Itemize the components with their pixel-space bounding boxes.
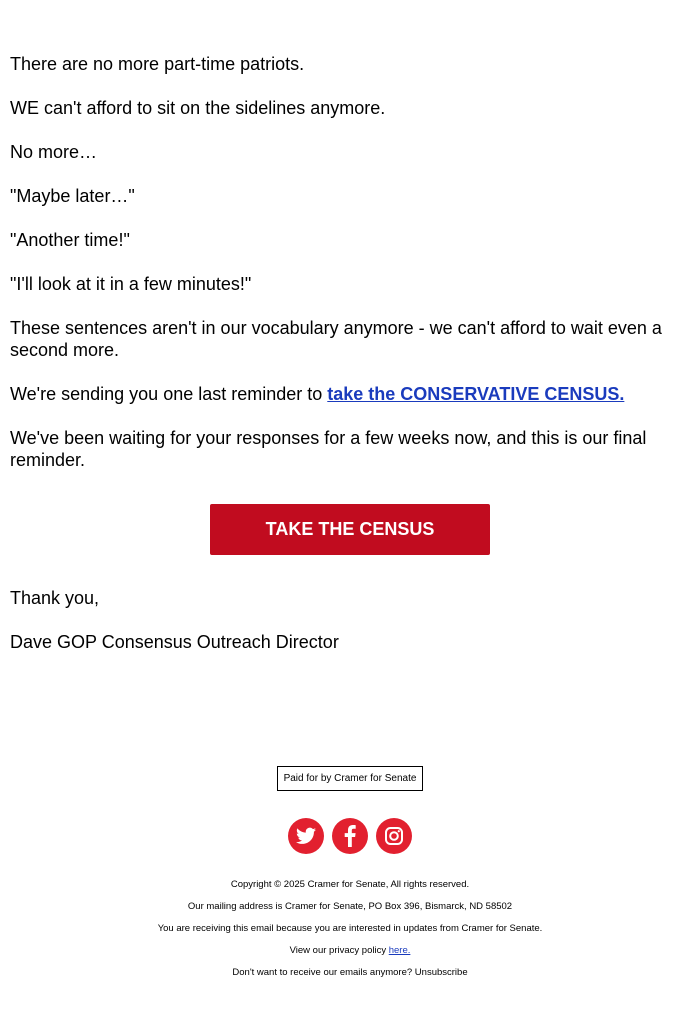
paragraph: There are no more part-time patriots. — [10, 54, 305, 74]
take-census-button[interactable]: TAKE THE CENSUS — [210, 504, 490, 555]
privacy-policy-link[interactable]: here. — [388, 945, 411, 956]
twitter-icon[interactable] — [288, 818, 324, 854]
email-body — [10, 53, 680, 493]
reminder-text: We're sending you one last reminder to — [10, 384, 328, 404]
paid-for-disclaimer: Paid for by Cramer for Senate — [277, 766, 423, 791]
email-footer — [0, 874, 700, 984]
facebook-f-glyph — [344, 825, 356, 847]
unsubscribe-text: Don't want to receive our emails anymore? — [232, 967, 415, 978]
social-links — [288, 818, 412, 854]
paragraph: WE can't afford to sit on the sidelines anymore. — [10, 98, 386, 118]
thanks-text: Thank you, — [10, 588, 100, 608]
copyright-text: Copyright © 2025 Cramer for Senate, All rights reserved. — [230, 879, 470, 890]
unsubscribe-line — [0, 962, 700, 984]
paragraph: "I'll look at it in a few minutes!" — [10, 274, 252, 294]
instagram-camera-glyph — [384, 826, 404, 846]
signature: Dave GOP Consensus Outreach Director — [10, 632, 339, 652]
unsubscribe-link[interactable]: Unsubscribe — [414, 967, 468, 978]
cta-container — [210, 504, 490, 555]
twitter-bird-glyph — [296, 827, 316, 845]
paragraph: "Another time!" — [10, 230, 130, 250]
paragraph: No more… — [10, 142, 98, 162]
instagram-icon[interactable] — [376, 818, 412, 854]
census-inline-link[interactable]: take the CONSERVATIVE CENSUS. — [327, 384, 625, 404]
facebook-icon[interactable] — [332, 818, 368, 854]
privacy-line — [0, 940, 700, 962]
paragraph: "Maybe later…" — [10, 186, 135, 206]
privacy-text: View our privacy policy — [289, 945, 389, 956]
receiving-reason: You are receiving this email because you are interested in updates from Cramer for Senate. — [157, 923, 543, 934]
mailing-address: Our mailing address is Cramer for Senate, PO Box 396, Bismarck, ND 58502 — [187, 901, 513, 912]
signoff — [10, 587, 680, 675]
paragraph: We've been waiting for your responses for a few weeks now, and this is our final reminder. — [10, 428, 647, 470]
reminder-paragraph — [10, 383, 680, 405]
paragraph: These sentences aren't in our vocabulary anymore - we can't afford to wait even a second more. — [10, 318, 662, 360]
